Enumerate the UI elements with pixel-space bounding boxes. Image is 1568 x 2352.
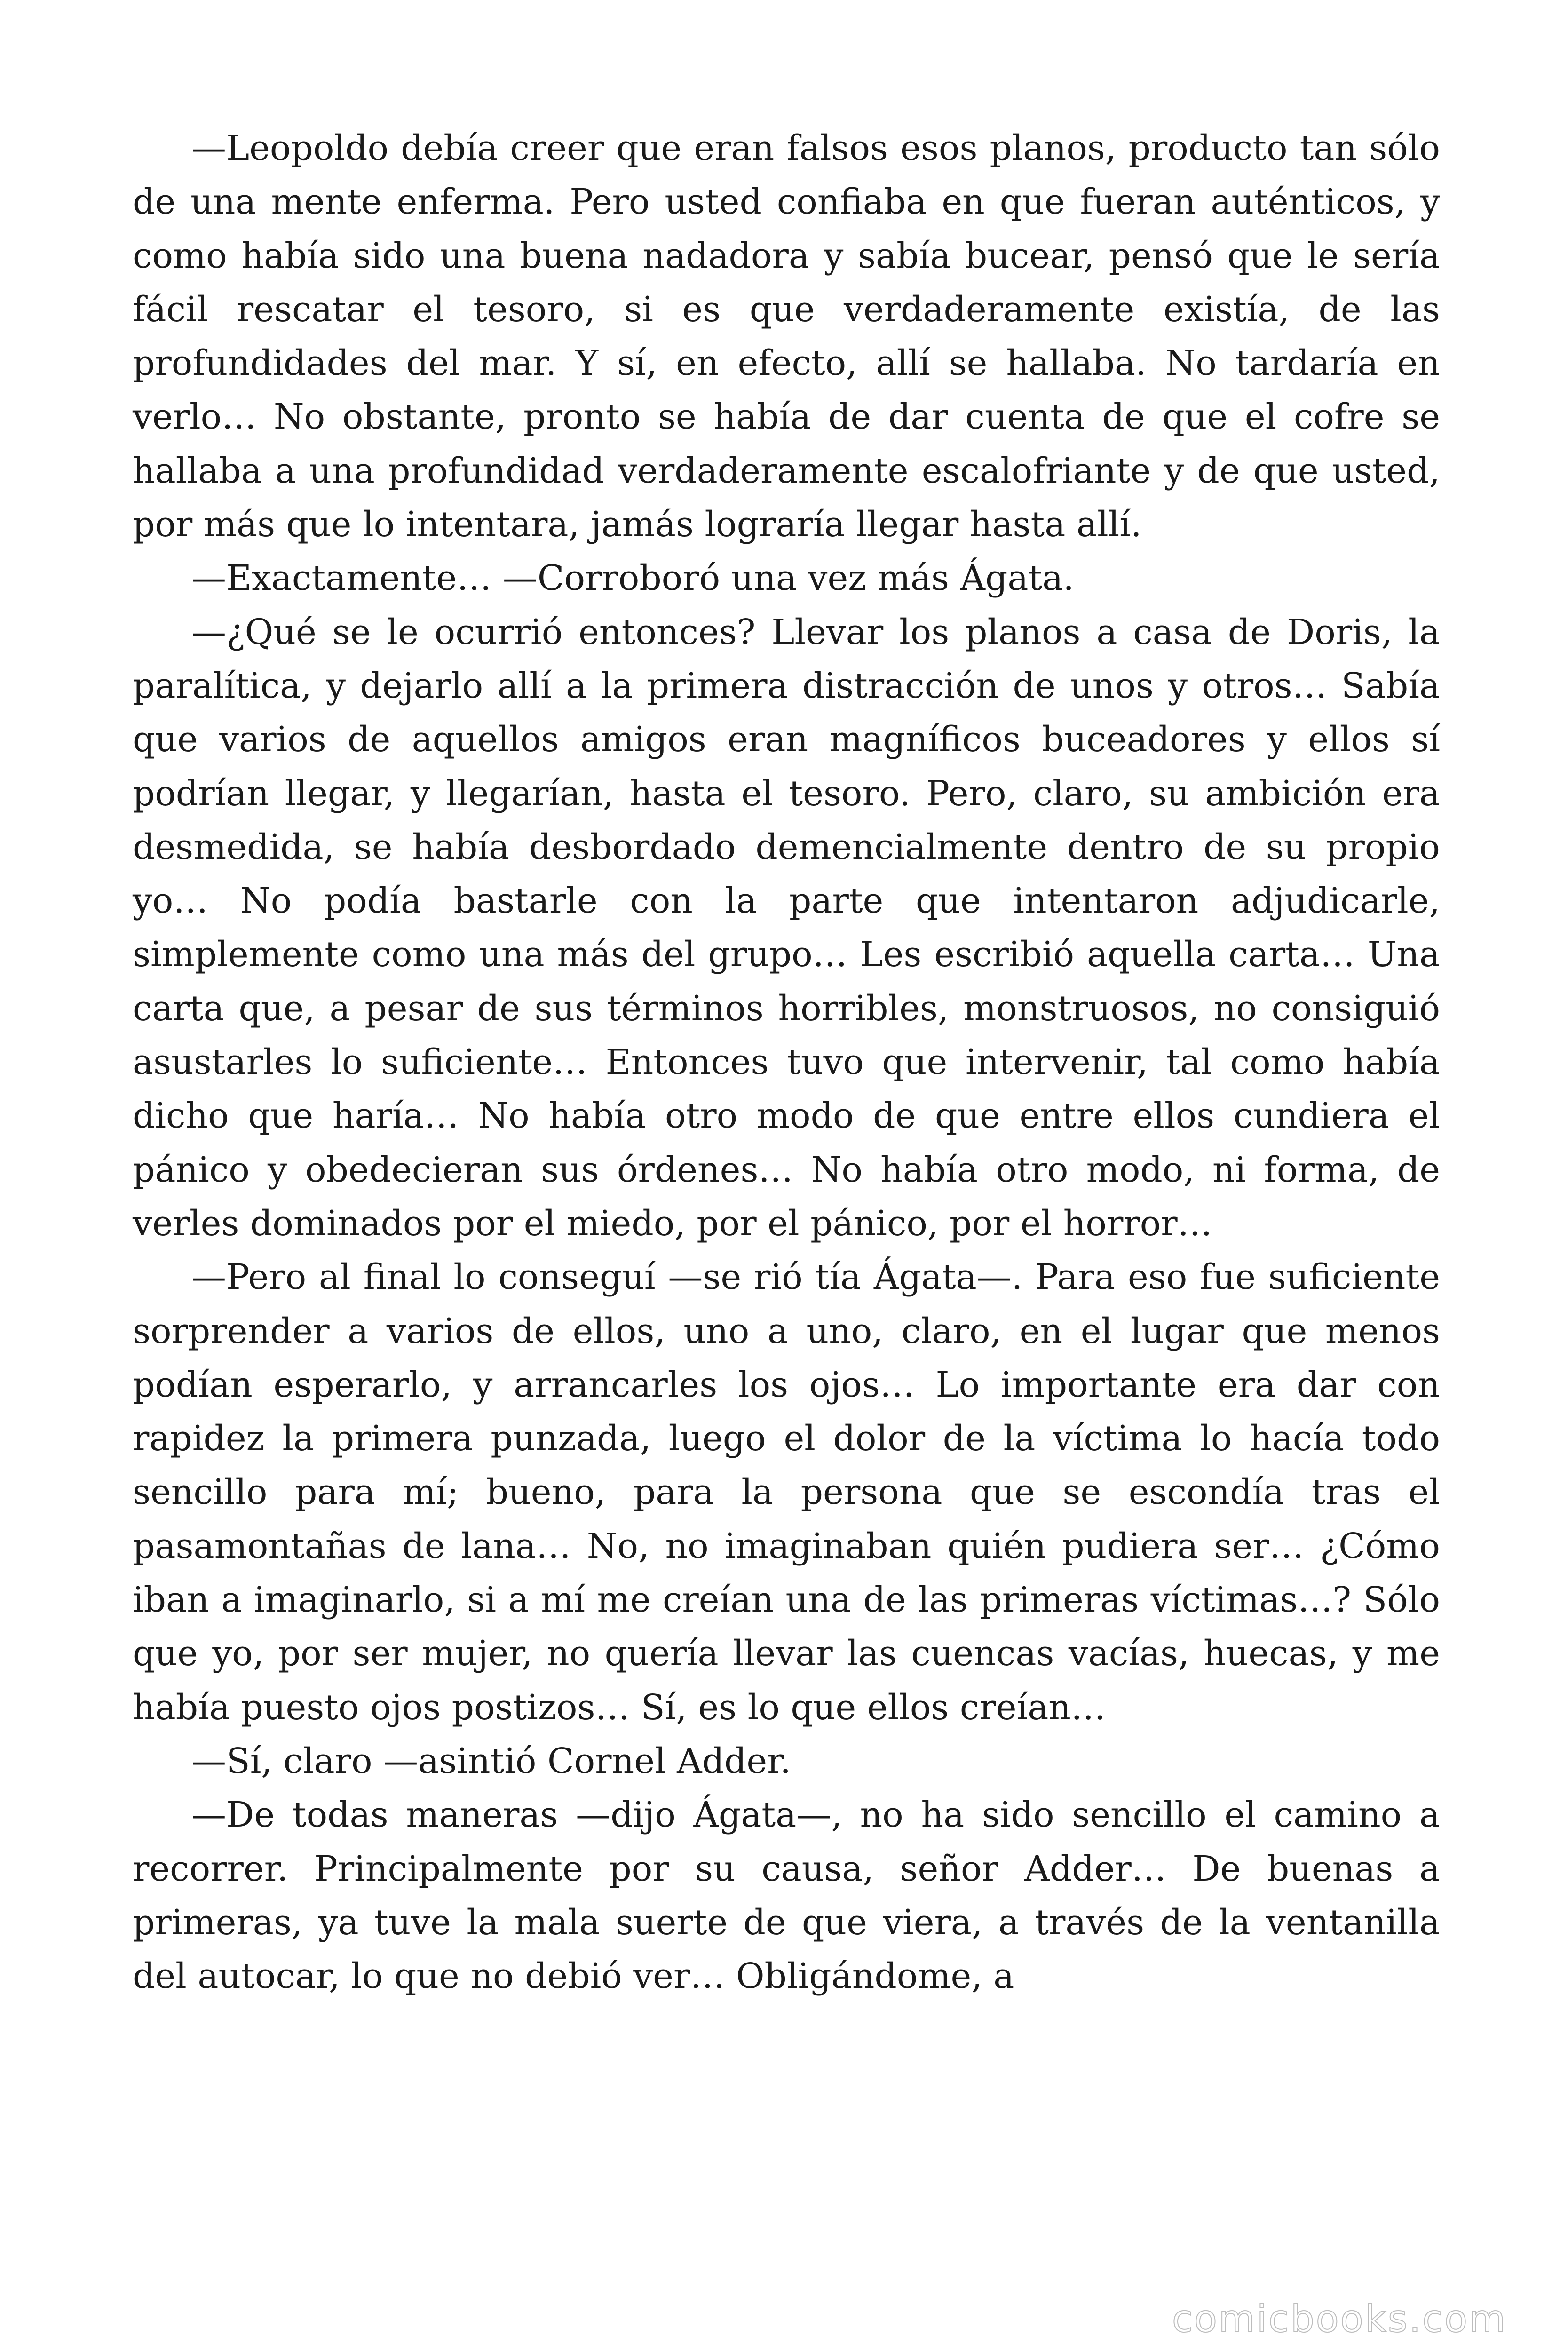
paragraph-3: —¿Qué se le ocurrió entonces? Llevar los planos a casa de Doris, la paralítica, y dejarlo allí a la primera distracción de unos y otros… Sabía que varios de aquellos amigos eran magníficos buceadores y ellos sí podrían llegar, y llegarían, hasta el tesoro. Pero, claro, su ambición era desmedida, se había desbordado demencialmente dentro de su propio yo… No podía bastarle con la parte que intentaron adjudicarle, simplemente como una más del grupo… Les escribió aquella carta… Una carta que, a pesar de sus términos horribles, monstruosos, no consiguió asustarles lo suficiente… Entonces tuvo que intervenir, tal como había dicho que haría… No había otro modo de que entre ellos cundiera el pánico y obedecieran sus órdenes… No había otro modo, ni forma, de verles dominados por el miedo, por el pánico, por el horror… [133,612,1440,1244]
watermark: comicbooks.com [1172,2297,1507,2341]
paragraph-2: —Exactamente… —Corroboró una vez más Ágata. [191,558,1074,599]
paragraph-6: —De todas maneras —dijo Ágata—, no ha sido sencillo el camino a recorrer. Principalmente por su causa, señor Adder… De buenas a primeras, ya tuve la mala suerte de que viera, a través de la ventanilla del autocar, lo que no debió ver… Obligándome, a [133,1795,1440,1997]
paragraph-1: —Leopoldo debía creer que eran falsos esos planos, producto tan sólo de una mente enferma. Pero usted confiaba en que fueran auténticos, y como había sido una buena nadadora y sabía bucear, pensó que le sería fácil rescatar el tesoro, si es que verdaderamente existía, de las profundidades del mar. Y sí, en efecto, allí se hallaba. No tardaría en verlo… No obstante, pronto se había de dar cuenta de que el cofre se hallaba a una profundidad verdaderamente escalofriante y de que usted, por más que lo intentara, jamás lograría llegar hasta allí. [133,128,1440,545]
body-text [133,121,1440,2003]
paragraph-5: —Sí, claro —asintió Cornel Adder. [191,1740,791,1781]
paragraph-4: —Pero al final lo conseguí —se rió tía Ágata—. Para eso fue suficiente sorprender a varios de ellos, uno a uno, claro, en el lugar que menos podían esperarlo, y arrancarles los ojos… Lo importante era dar con rapidez la primera punzada, luego el dolor de la víctima lo hacía todo sencillo para mí; bueno, para la persona que se escondía tras el pasamontañas de lana… No, no imaginaban quién pudiera ser… ¿Cómo iban a imaginarlo, si a mí me creían una de las primeras víctimas…? Sólo que yo, por ser mujer, no quería llevar las cuencas vacías, huecas, y me había puesto ojos postizos… Sí, es lo que ellos creían… [133,1257,1440,1728]
